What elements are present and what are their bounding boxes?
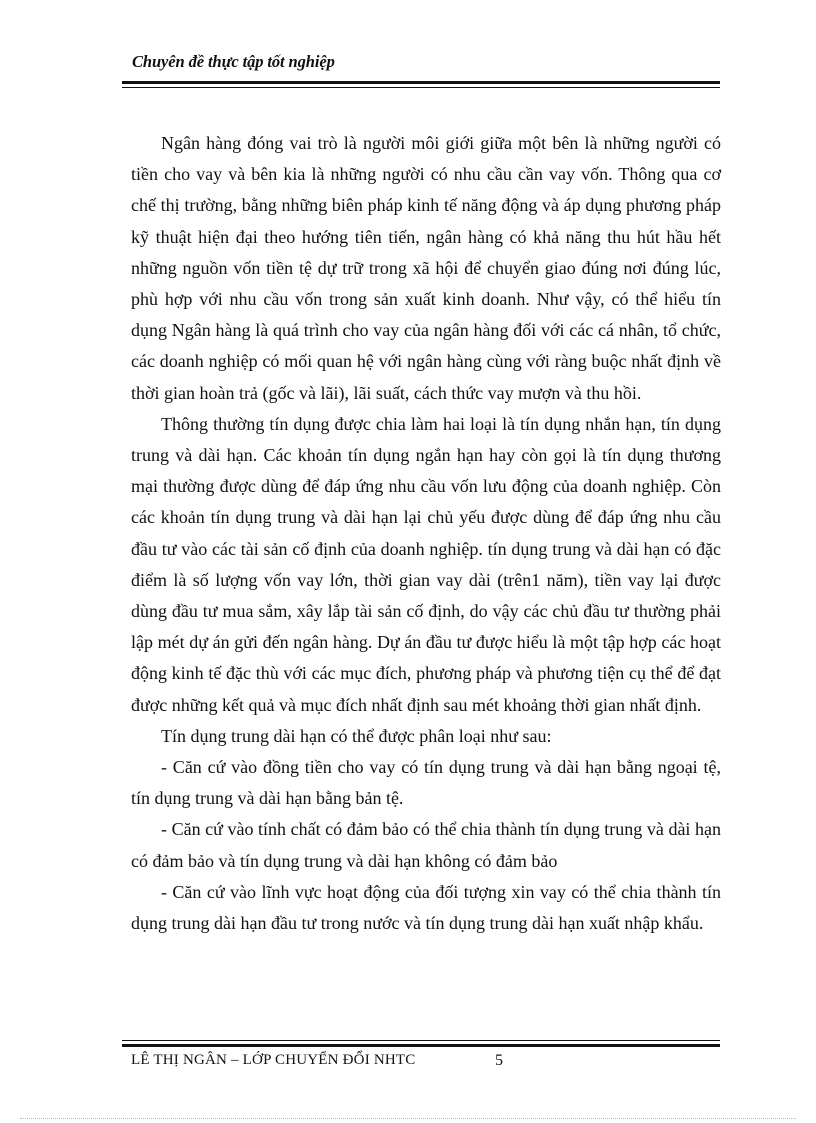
footer-divider — [122, 1040, 720, 1047]
list-item-collateral: - Căn cứ vào tính chất có đảm bảo có thể chia thành tín dụng trung và dài hạn có đảm bảo và tín dụng trung và dài hạn không có đảm bảo — [131, 819, 721, 871]
paragraph-1: Ngân hàng đóng vai trò là người môi giới giữa một bên là những người có tiền cho vay và bên kia là những người có nhu cầu cần vay vốn. Thông qua cơ chế thị trường, bằng những biên pháp kinh tế năng động và áp dụng phương pháp kỹ thuật hiện đại theo hướng tiên tiến, ngân hàng có khả năng thu hút hầu hết những nguồn vốn tiền tệ dự trữ trong xã hội để chuyển giao đúng nơi đúng lúc, phù hợp với nhu cầu vốn trong sản xuất kinh doanh. Như vậy, có thể hiểu tín dụng Ngân hàng là quá trình cho vay của ngân hàng đối với các cá nhân, tổ chức, các doanh nghiệp có mối quan hệ với ngân hàng cùng với ràng buộc nhất định về thời gian hoàn trả (gốc và lãi), lãi suất, cách thức vay mượn và thu hồi. — [131, 133, 721, 403]
body-text — [131, 128, 721, 939]
page-number: 5 — [495, 1052, 503, 1069]
header-title: Chuyên đề thực tập tốt nghiệp — [132, 52, 335, 71]
footer-author: LÊ THỊ NGÂN – LỚP CHUYỂN ĐỔI NHTC — [131, 1052, 416, 1068]
list-item-currency: - Căn cứ vào đồng tiền cho vay có tín dụng trung và dài hạn bằng ngoại tệ, tín dụng trung và dài hạn bằng bản tệ. — [131, 757, 721, 809]
paragraph-2: Thông thường tín dụng được chia làm hai loại là tín dụng nhắn hạn, tín dụng trung và dài hạn. Các khoản tín dụng ngắn hạn hay còn gọi là tín dụng thương mại thường được dùng để đáp ứng nhu cầu vốn lưu động của doanh nghiệp. Còn các khoản tín dụng trung và dài hạn lại chủ yếu được dùng để đáp ứng nhu cầu đầu tư vào các tài sản cố định của doanh nghiệp. tín dụng trung và dài hạn có đặc điểm là số lượng vốn vay lớn, thời gian vay dài (trên1 năm), tiền vay lại được dùng đầu tư mua sắm, xây lắp tài sản cố định, do vậy các chủ đầu tư thường phải lập mét dự án gửi đến ngân hàng. Dự án đầu tư được hiểu là một tập hợp các hoạt động kinh tế đặc thù với các mục đích, phương pháp và phương tiện cụ thể để đạt được những kết quả và mục đích nhất định sau mét khoảng thời gian nhất định. — [131, 413, 721, 715]
page-header — [122, 22, 720, 88]
page-bottom-edge — [20, 1118, 796, 1119]
list-item-sector: - Căn cứ vào lĩnh vực hoạt động của đối tượng xin vay có thể chia thành tín dụng trung dài hạn đầu tư trong nước và tín dụng trung dài hạn xuất nhập khẩu. — [131, 881, 721, 934]
paragraph-3: Tín dụng trung dài hạn có thể được phân loại như sau: — [161, 725, 552, 746]
header-divider — [122, 81, 720, 88]
